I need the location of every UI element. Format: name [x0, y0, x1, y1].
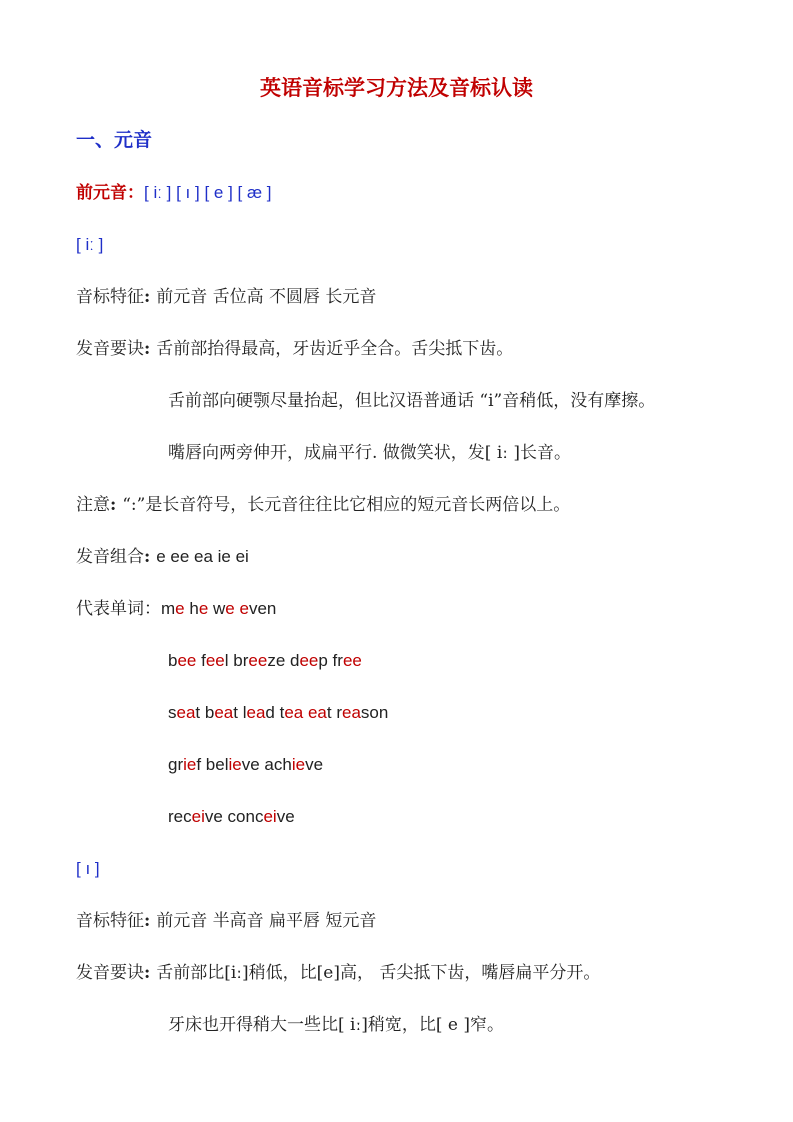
features-label: 音标特征: [76, 911, 144, 931]
word-text: rec: [168, 807, 192, 826]
words-label: 代表单词：: [76, 599, 161, 619]
highlighted-letters: ee: [177, 651, 197, 670]
word-text: h: [184, 599, 199, 618]
tips-text-continued: 嘴唇向两旁伸开，成扁平行. 做微笑状，发[ iː ]长音。: [168, 443, 572, 463]
tips-label: 发音要诀: [76, 339, 144, 359]
features-line: 音标特征: 前元音 舌位高 不圆唇 长元音: [76, 287, 377, 307]
words-line: [76, 597, 276, 621]
highlighted-letters: e: [175, 599, 185, 618]
features-value: 前元音 舌位高 不圆唇 长元音: [156, 287, 377, 307]
highlighted-letters: ea: [176, 703, 196, 722]
word-text: s: [168, 703, 177, 722]
word-text: t b: [195, 703, 215, 722]
word-text: ze d: [267, 651, 300, 670]
combo-line: 发音组合: e ee ea ie ei: [76, 547, 249, 567]
word-text: ve ach: [241, 755, 292, 774]
highlighted-letters: ee: [248, 651, 268, 670]
highlighted-letters: ee: [342, 651, 362, 670]
word-group: [161, 599, 276, 618]
highlighted-letters: e: [225, 599, 235, 618]
highlighted-letters: ea: [284, 703, 304, 722]
word-text: t r: [326, 703, 342, 722]
tips-text-continued: 舌前部向硬颚尽量抬起，但比汉语普通话 “i”音稍低，没有摩擦。: [168, 391, 656, 411]
word-group: [168, 649, 362, 673]
phoneme-heading-short-i: [ ı ]: [76, 859, 100, 878]
features-line: 音标特征: 前元音 半高音 扁平唇 短元音: [76, 911, 377, 931]
highlighted-letters: ie: [228, 755, 242, 774]
highlighted-letters: ee: [299, 651, 319, 670]
highlighted-letters: ei: [191, 807, 205, 826]
highlighted-letters: ea: [246, 703, 266, 722]
word-text: son: [360, 703, 389, 722]
features-label: 音标特征: [76, 287, 144, 307]
word-text: ve: [305, 755, 324, 774]
combo-label: 发音组合: [76, 547, 144, 567]
word-text: f: [196, 651, 206, 670]
word-text: d t: [265, 703, 285, 722]
highlighted-letters: ea: [342, 703, 361, 722]
section-heading: 一、元音: [76, 129, 153, 151]
word-text: m: [161, 599, 176, 618]
word-text: gr: [168, 755, 184, 774]
word-text: ve conc: [204, 807, 264, 826]
highlighted-letters: ea: [214, 703, 234, 722]
front-vowels-label: 前元音：: [76, 183, 144, 203]
tips-line: 发音要诀: 舌前部抬得最高，牙齿近乎全合。舌尖抵下齿。: [76, 339, 514, 359]
word-text: w: [208, 599, 226, 618]
word-text: ve: [276, 807, 295, 826]
tips-text: 舌前部抬得最高，牙齿近乎全合。舌尖抵下齿。: [156, 339, 514, 359]
tips-line: 发音要诀: 舌前部比[iː]稍低，比[e]高， 舌尖抵下齿，嘴唇扁平分开。: [76, 963, 601, 983]
tips-label: 发音要诀: [76, 963, 144, 983]
tips-text-continued: 牙床也开得稍大一些比[ iː]稍宽，比[ e ]窄。: [168, 1015, 504, 1035]
word-text: p fr: [318, 651, 343, 670]
note-label: 注意: [76, 495, 110, 515]
tips-text: 舌前部比[iː]稍低，比[e]高， 舌尖抵下齿，嘴唇扁平分开。: [156, 963, 601, 983]
phoneme-heading-long-i: [ iː ]: [76, 235, 104, 254]
front-vowels-list: [ iː ] [ ı ] [ e ] [ æ ]: [144, 183, 272, 202]
highlighted-letters: e: [198, 599, 209, 618]
note-text: “:”是长音符号，长元音往往比它相应的短元音长两倍以上。: [122, 495, 571, 515]
word-text: t l: [233, 703, 247, 722]
word-text: ven: [248, 599, 277, 618]
highlighted-letters: ie: [291, 755, 306, 774]
word-text: f bel: [196, 755, 229, 774]
note-line: 注意: “:”是长音符号，长元音往往比它相应的短元音长两倍以上。: [76, 495, 571, 515]
word-group: [168, 805, 295, 829]
word-group: [168, 701, 388, 725]
document-title: 英语音标学习方法及音标认读: [260, 75, 533, 100]
highlighted-letters: ie: [183, 755, 197, 774]
front-vowels-line: [76, 181, 272, 205]
highlighted-letters: e: [239, 599, 249, 618]
highlighted-letters: ea: [307, 703, 327, 722]
word-text: l br: [224, 651, 249, 670]
combo-value: e ee ea ie ei: [156, 547, 249, 566]
word-text: b: [168, 651, 178, 670]
highlighted-letters: ei: [263, 807, 277, 826]
highlighted-letters: ee: [205, 651, 225, 670]
word-group: [168, 753, 323, 777]
features-value: 前元音 半高音 扁平唇 短元音: [156, 911, 377, 931]
